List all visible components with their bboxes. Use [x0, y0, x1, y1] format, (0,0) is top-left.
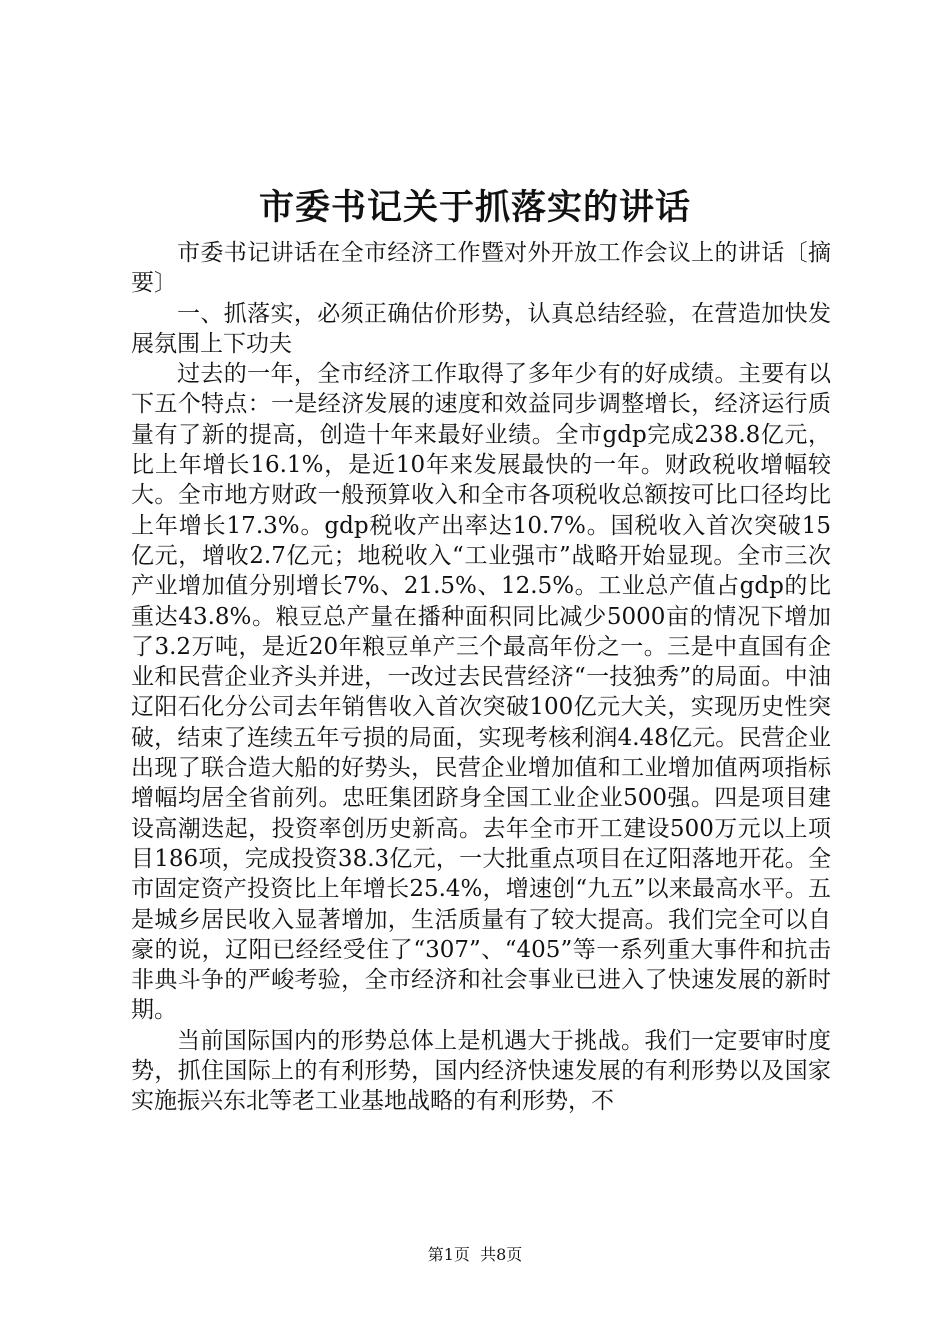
page-number-label: 第1页 共8页 [427, 1245, 523, 1264]
document-title: 市委书记关于抓落实的讲话 [258, 187, 691, 228]
page-footer [0, 1244, 950, 1266]
paragraph-intro: 市委书记讲话在全市经济工作暨对外开放工作会议上的讲话〔摘要〕 [131, 240, 831, 297]
paragraph-section-heading: 一、抓落实，必须正确估价形势，认真总结经验，在营造加快发展氛围上下功夫 [131, 300, 831, 357]
document-body [131, 238, 831, 1117]
paragraph-review: 过去的一年，全市经济工作取得了多年少有的好成绩。主要有以下五个特点：一是经济发展的速度和效益同步调整增长，经济运行质量有了新的提高，创造十年来最好业绩。全市gdp完成238.8亿元，比上年增长16.1%，是近10年来发展最快的一年。财政税收增幅较大。全市地方财政一般预算收入和全市各项税收总额按可比口径均比上年增长17.3%。gdp税收产出率达10.7%。国税收入首次突破15亿元，增收2.7亿元；地税收入“工业强市”战略开始显现。全市三次产业增加值分别增长7%、21.5%、12.5%。工业总产值占gdp的比重达43.8%。粮豆总产量在播种面积同比减少5000亩的情况下增加了3.2万吨，是近20年粮豆单产三个最高年份之一。三是中直国有企业和民营企业齐头并进，一改过去民营经济“一技独秀”的局面。中油辽阳石化分公司去年销售收入首次突破100亿元大关，实现历史性突破，结束了连续五年亏损的局面，实现考核利润4.48亿元。民营企业出现了联合造大船的好势头，民营企业增加值和工业增加值两项指标增幅均居全省前列。忠旺集团跻身全国工业企业500强。四是项目建设高潮迭起，投资率创历史新高。去年全市开工建设500万元以上项目186项，完成投资38.3亿元，一大批重点项目在辽阳落地开花。全市固定资产投资比上年增长25.4%，增速创“九五”以来最高水平。五是城乡居民收入显著增加，生活质量有了较大提高。我们完全可以自豪的说，辽阳已经经受住了“307”、“405”等一系列重大事件和抗击非典斗争的严峻考验，全市经济和社会事业已进入了快速发展的新时期。 [131, 361, 831, 1024]
paragraph-situation: 当前国际国内的形势总体上是机遇大于挑战。我们一定要审时度势，抓住国际上的有利形势，国内经济快速发展的有利形势以及国家实施振兴东北等老工业基地战略的有利形势，不 [131, 1027, 831, 1115]
